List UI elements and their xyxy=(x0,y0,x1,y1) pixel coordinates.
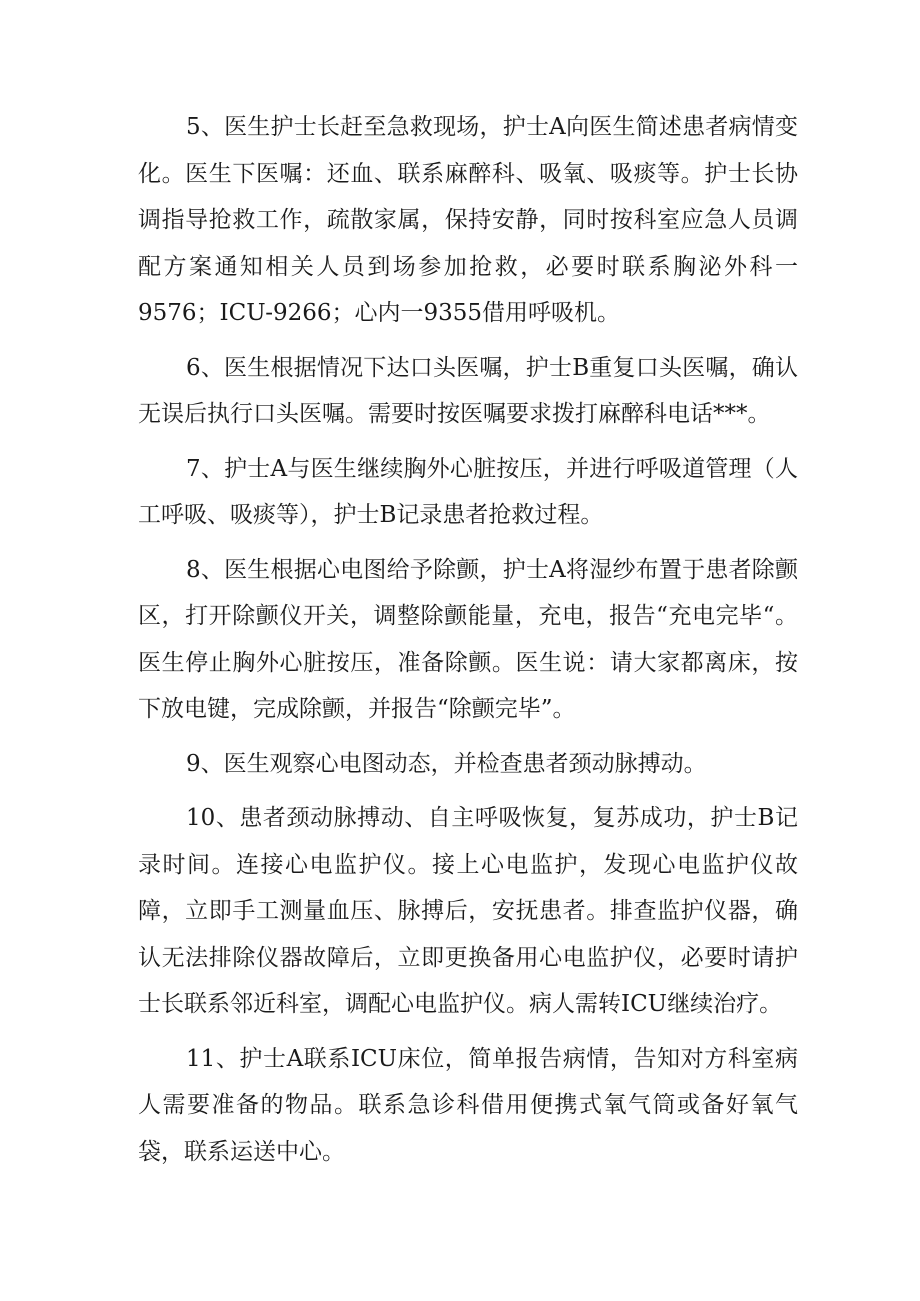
paragraph-step-8: 8、医生根据心电图给予除颤，护士A将湿纱布置于患者除颤区，打开除颤仪开关，调整除颤能量，充电，报告“充电完毕“。医生停止胸外心脏按压，准备除颤。医生说：请大家都离床，按下放电键，完成除颤，并报告“除颤完毕”。 xyxy=(138,556,798,722)
paragraph-step-6: 6、医生根据情况下达口头医嘱，护士B重复口头医嘱，确认无误后执行口头医嘱。需要时按医嘱要求拨打麻醉科电话***。 xyxy=(138,354,798,427)
document-body xyxy=(138,104,798,1183)
paragraph-step-5: 5、医生护士长赶至急救现场，护士A向医生简述患者病情变化。医生下医嘱：还血、联系麻醉科、吸氧、吸痰等。护士长协调指导抢救工作，疏散家属，保持安静，同时按科室应急人员调配方案通知相关人员到场参加抢救，必要时联系胸泌外科一9576；ICU-9266；心内一9355借用呼吸机。 xyxy=(138,114,798,326)
paragraph-step-10: 10、患者颈动脉搏动、自主呼吸恢复，复苏成功，护士B记录时间。连接心电监护仪。接上心电监护，发现心电监护仪故障，立即手工测量血压、脉搏后，安抚患者。排查监护仪器，确认无法排除仪器故障后，立即更换备用心电监护仪，必要时请护士长联系邻近科室，调配心电监护仪。病人需转ICU继续治疗。 xyxy=(138,805,798,1017)
paragraph-step-9: 9、医生观察心电图动态，并检查患者颈动脉搏动。 xyxy=(186,750,707,777)
paragraph-step-11: 11、护士A联系ICU床位，简单报告病情，告知对方科室病人需要准备的物品。联系急诊科借用便携式氧气筒或备好氧气袋，联系运送中心。 xyxy=(138,1045,798,1165)
paragraph-step-7: 7、护士A与医生继续胸外心脏按压，并进行呼吸道管理（人工呼吸、吸痰等），护士B记录患者抢救过程。 xyxy=(138,455,798,528)
